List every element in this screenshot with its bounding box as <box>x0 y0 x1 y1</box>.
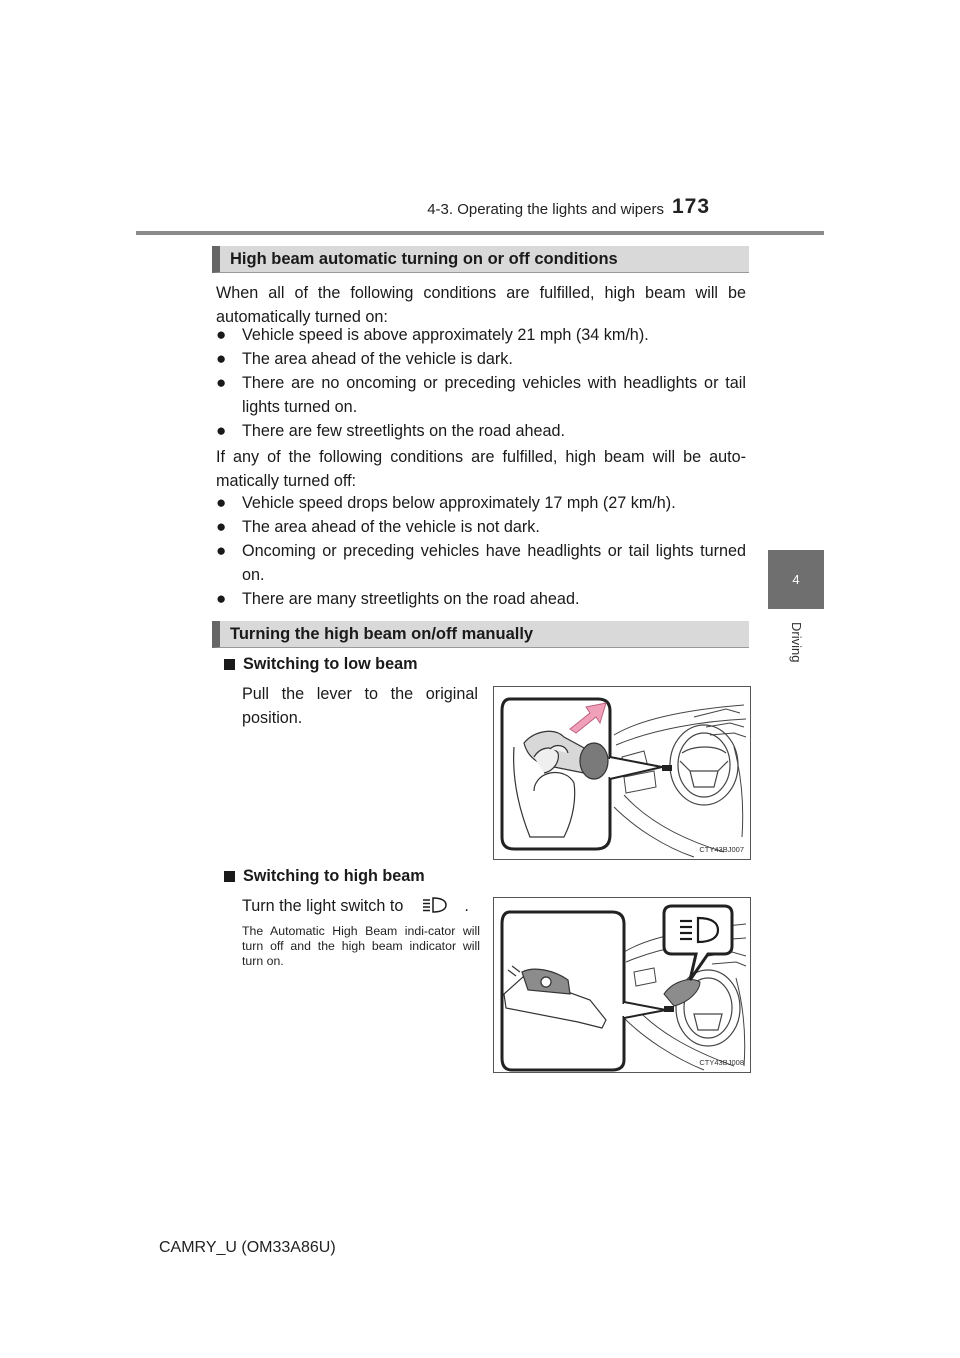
bullet-dot: ● <box>216 517 227 536</box>
list-item: ● The area ahead of the vehicle is dark. <box>216 347 746 371</box>
header-section-title: 4-3. Operating the lights and wipers <box>427 201 664 218</box>
figure-code: CTY43BJ008 <box>699 1058 744 1067</box>
subheading-high-beam: Switching to high beam <box>224 867 425 886</box>
high-beam-note: The Automatic High Beam indi-cator will turn off and the high beam indicator will turn on. <box>242 924 480 968</box>
list-item: ● There are many streetlights on the road ahead. <box>216 587 746 611</box>
subheading-low-beam: Switching to low beam <box>224 655 417 674</box>
section-heading-auto-conditions: High beam automatic turning on or off conditions <box>212 246 749 273</box>
chapter-tab: 4 <box>768 550 824 609</box>
figure-code: CTY43BJ007 <box>699 845 744 854</box>
list-item: ● There are no oncoming or preceding vehicles with headlights or tail lights turned on. <box>216 371 746 419</box>
bullet-dot: ● <box>216 349 227 368</box>
high-beam-icon <box>420 895 450 915</box>
list-item: ● The area ahead of the vehicle is not dark. <box>216 515 746 539</box>
figure-high-beam <box>493 897 751 1073</box>
low-beam-illustration <box>494 687 750 859</box>
high-beam-instruction: Turn the light switch to . <box>242 897 469 915</box>
list-item: ● Vehicle speed is above approximately 21 mph (34 km/h). <box>216 323 746 347</box>
high-beam-illustration <box>494 898 750 1072</box>
intro-off-paragraph: If any of the following conditions are fulfilled, high beam will be auto-matically turned off: <box>216 448 746 490</box>
bullet-dot: ● <box>216 421 227 440</box>
low-beam-instruction: Pull the lever to the original position. <box>242 685 478 727</box>
list-item: ● Vehicle speed drops below approximately 17 mph (27 km/h). <box>216 491 746 515</box>
square-bullet-icon <box>224 871 235 882</box>
header-rule <box>136 231 824 235</box>
chapter-label <box>786 622 806 682</box>
list-item: ● There are few streetlights on the road ahead. <box>216 419 746 443</box>
bullet-dot: ● <box>216 589 227 608</box>
page-number: 173 <box>672 195 711 218</box>
square-bullet-icon <box>224 659 235 670</box>
intro-on-paragraph: When all of the following conditions are fulfilled, high beam will be automatically turned on: <box>216 284 746 326</box>
list-item: ● Oncoming or preceding vehicles have headlights or tail lights turned on. <box>216 539 746 587</box>
bullet-dot: ● <box>216 541 227 560</box>
bullet-dot: ● <box>216 493 227 512</box>
bullet-dot: ● <box>216 325 227 344</box>
chapter-label-text: Driving <box>789 622 804 663</box>
figure-low-beam <box>493 686 751 860</box>
footer-model: CAMRY_U (OM33A86U) <box>159 1239 336 1256</box>
bullet-dot: ● <box>216 373 227 392</box>
section-heading-manual: Turning the high beam on/off manually <box>212 621 749 648</box>
